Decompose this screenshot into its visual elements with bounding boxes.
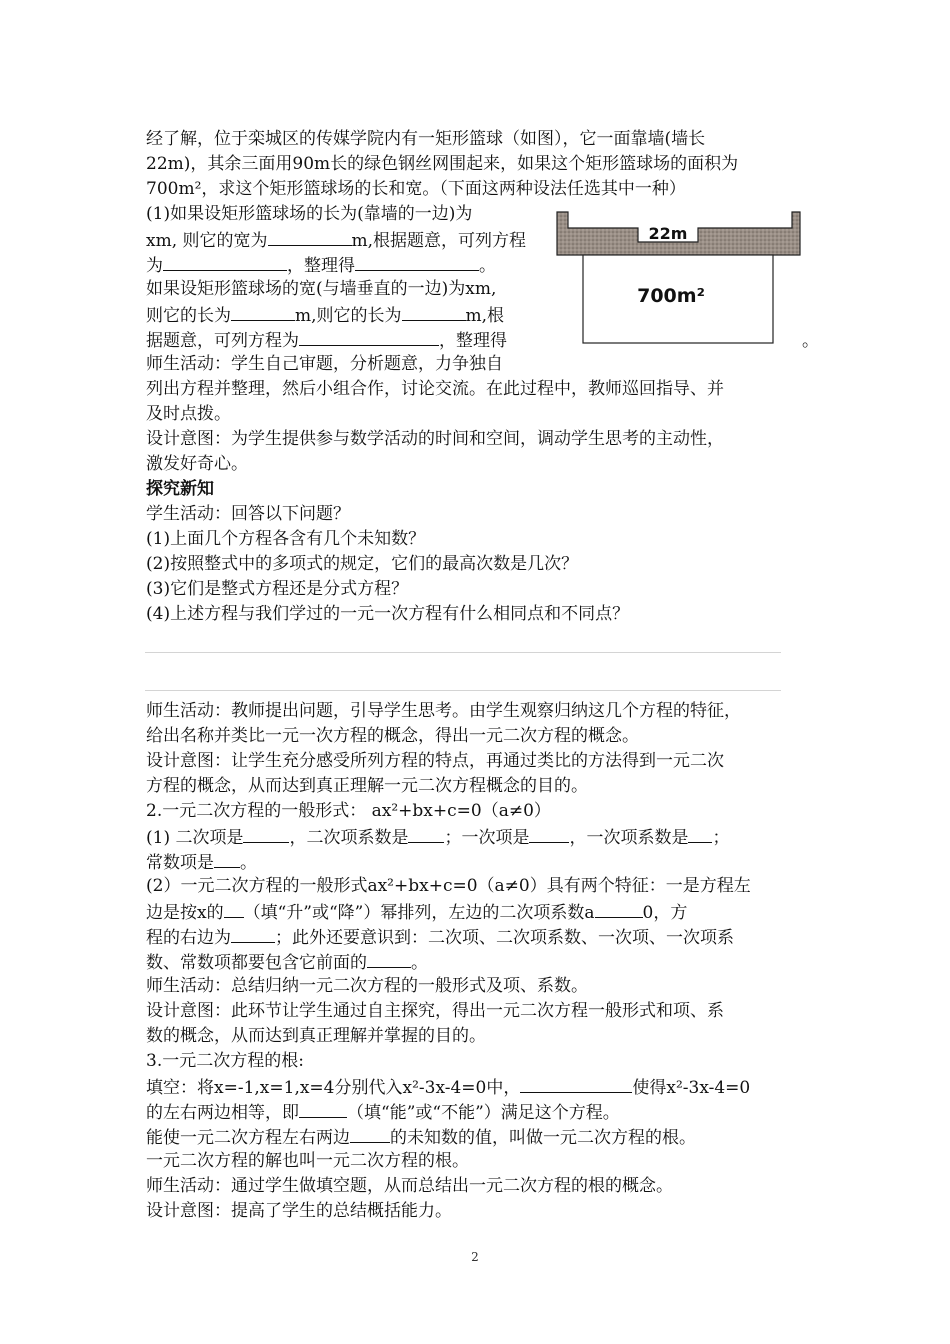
roots-line-1: 填空：将x=-1,x=1,x=4分别代入x²-3x-4=0中， 使得x²-3x-4=0 bbox=[146, 1074, 750, 1100]
design1-line-2: 激发好奇心。 bbox=[146, 454, 248, 474]
blank-order[interactable] bbox=[224, 899, 244, 918]
blank-width[interactable] bbox=[268, 227, 352, 246]
blank-can[interactable] bbox=[299, 1099, 347, 1118]
explore-line-5: (4)上述方程与我们学过的一元一次方程有什么相同点和不同点？ bbox=[146, 604, 630, 624]
roots-line-3: 能使一元二次方程左右两边 的未知数的值，叫做一元二次方程的根。 bbox=[146, 1124, 696, 1150]
blank-length-b[interactable] bbox=[402, 302, 466, 321]
q1-line-1: (1)如果设矩形篮球场的长为(靠墙的一边)为 bbox=[146, 204, 473, 224]
explore-line-3: (2)按照整式中的多项式的规定，它们的最高次数是几次？ bbox=[146, 554, 579, 574]
blank-constant[interactable] bbox=[214, 849, 240, 868]
blank-equal[interactable] bbox=[350, 1124, 390, 1143]
blank-sign[interactable] bbox=[367, 949, 411, 968]
blank-root-values[interactable] bbox=[520, 1074, 632, 1093]
general-p1-line-2: 常数项是 。 bbox=[146, 849, 257, 875]
blank-right-side[interactable] bbox=[231, 924, 275, 943]
roots-line-2: 的左右两边相等，即 （填“能”或“不能”）满足这个方程。 bbox=[146, 1099, 620, 1125]
q1-line-3: 为 ，整理得 。 bbox=[146, 252, 496, 278]
general-title: 2.一元二次方程的一般形式： ax²+bx+c=0（a≠0） bbox=[146, 801, 551, 821]
explore-heading: 探究新知 bbox=[146, 479, 214, 499]
blank-quadratic-term[interactable] bbox=[243, 824, 289, 843]
intro-line-1: 经了解，位于栾城区的传媒学院内有一矩形篮球（如图），它一面靠墙(墙长 bbox=[146, 129, 706, 149]
q1-line-9: 及时点拨。 bbox=[146, 404, 231, 424]
q1-line-7: 师生活动：学生自己审题，分析题意，力争独自 bbox=[146, 354, 503, 374]
roots-activity: 师生活动：通过学生做填空题，从而总结出一元二次方程的根的概念。 bbox=[146, 1176, 673, 1196]
court-diagram bbox=[556, 211, 801, 347]
explore-line-1: 学生活动：回答以下问题？ bbox=[146, 504, 350, 524]
roots-title: 3.一元二次方程的根: bbox=[146, 1051, 304, 1071]
design1-line-1: 设计意图：为学生提供参与数学活动的时间和空间，调动学生思考的主动性， bbox=[146, 429, 724, 449]
blank-equation[interactable] bbox=[163, 252, 287, 271]
intro-line-2: 22m)，其余三面用90m长的绿色钢丝网围起来，如果这个矩形篮球场的面积为 bbox=[146, 154, 739, 174]
activity2-line-3: 设计意图：让学生充分感受所列方程的特点，再通过类比的方法得到一元二次 bbox=[146, 751, 724, 771]
roots-line-4: 一元二次方程的解也叫一元二次方程的根。 bbox=[146, 1151, 469, 1171]
general-p1-line-1: (1) 二次项是 ，二次项系数是 ；一次项是 ，一次项系数是 ； bbox=[146, 824, 729, 850]
general-activity: 师生活动：总结归纳一元二次方程的一般形式及项、系数。 bbox=[146, 976, 588, 996]
wall-length-label: 22m bbox=[648, 224, 688, 243]
page-number: 2 bbox=[471, 1250, 479, 1264]
blank-length-a[interactable] bbox=[231, 302, 295, 321]
q1-line-4: 如果设矩形篮球场的宽(与墙垂直的一边)为xm, bbox=[146, 279, 497, 299]
q1-line-5: 则它的长为 m,则它的长为 m,根 bbox=[146, 302, 504, 328]
separator-top bbox=[145, 652, 781, 653]
blank-linear-term[interactable] bbox=[529, 824, 569, 843]
general-p2-line-1: (2）一元二次方程的一般形式ax²+bx+c=0（a≠0）具有两个特征：一是方程左 bbox=[146, 876, 751, 896]
general-p2-line-3: 程的右边为 ；此外还要意识到：二次项、二次项系数、一次项、一次项系 bbox=[146, 924, 734, 950]
activity2-line-2: 给出名称并类比一元一次方程的概念，得出一元二次方程的概念。 bbox=[146, 726, 639, 746]
general-design-line-2: 数的概念，从而达到真正理解并掌握的目的。 bbox=[146, 1026, 486, 1046]
general-p2-line-4: 数、常数项都要包含它前面的 。 bbox=[146, 949, 428, 975]
blank-linear-coef[interactable] bbox=[688, 824, 712, 843]
explore-line-2: (1)上面几个方程各含有几个未知数？ bbox=[146, 529, 426, 549]
intro-line-3: 700m²，求这个矩形篮球场的长和宽。（下面这两种设法任选其中一种） bbox=[146, 179, 686, 199]
separator-bottom bbox=[145, 690, 781, 691]
blank-equation-2[interactable] bbox=[299, 327, 439, 346]
general-p2-line-2: 边是按x的 （填“升”或“降”）幂排列，左边的二次项系数a 0，方 bbox=[146, 899, 687, 925]
blank-simplified[interactable] bbox=[355, 252, 479, 271]
blank-quadratic-coef[interactable] bbox=[408, 824, 444, 843]
explore-line-4: (3)它们是整式方程还是分式方程？ bbox=[146, 579, 409, 599]
q1-line-6: 据题意，可列方程为 ，整理得 bbox=[146, 327, 507, 353]
q1-line-8: 列出方程并整理，然后小组合作，讨论交流。在此过程中，教师巡回指导、并 bbox=[146, 379, 724, 399]
activity2-line-1: 师生活动：教师提出问题，引导学生思考。由学生观察归纳这几个方程的特征， bbox=[146, 701, 741, 721]
q1-line-2: xm, 则它的宽为 m,根据题意，可列方程 bbox=[146, 227, 526, 253]
blank-a-relation[interactable] bbox=[595, 899, 643, 918]
roots-design: 设计意图：提高了学生的总结概括能力。 bbox=[146, 1201, 452, 1221]
general-design-line-1: 设计意图：此环节让学生通过自主探究，得出一元二次方程一般形式和项、系 bbox=[146, 1001, 724, 1021]
activity2-line-4: 方程的概念，从而达到真正理解一元二次方程概念的目的。 bbox=[146, 776, 588, 796]
court-area-label: 700m² bbox=[637, 285, 705, 307]
end-mark: 。 bbox=[802, 331, 819, 351]
